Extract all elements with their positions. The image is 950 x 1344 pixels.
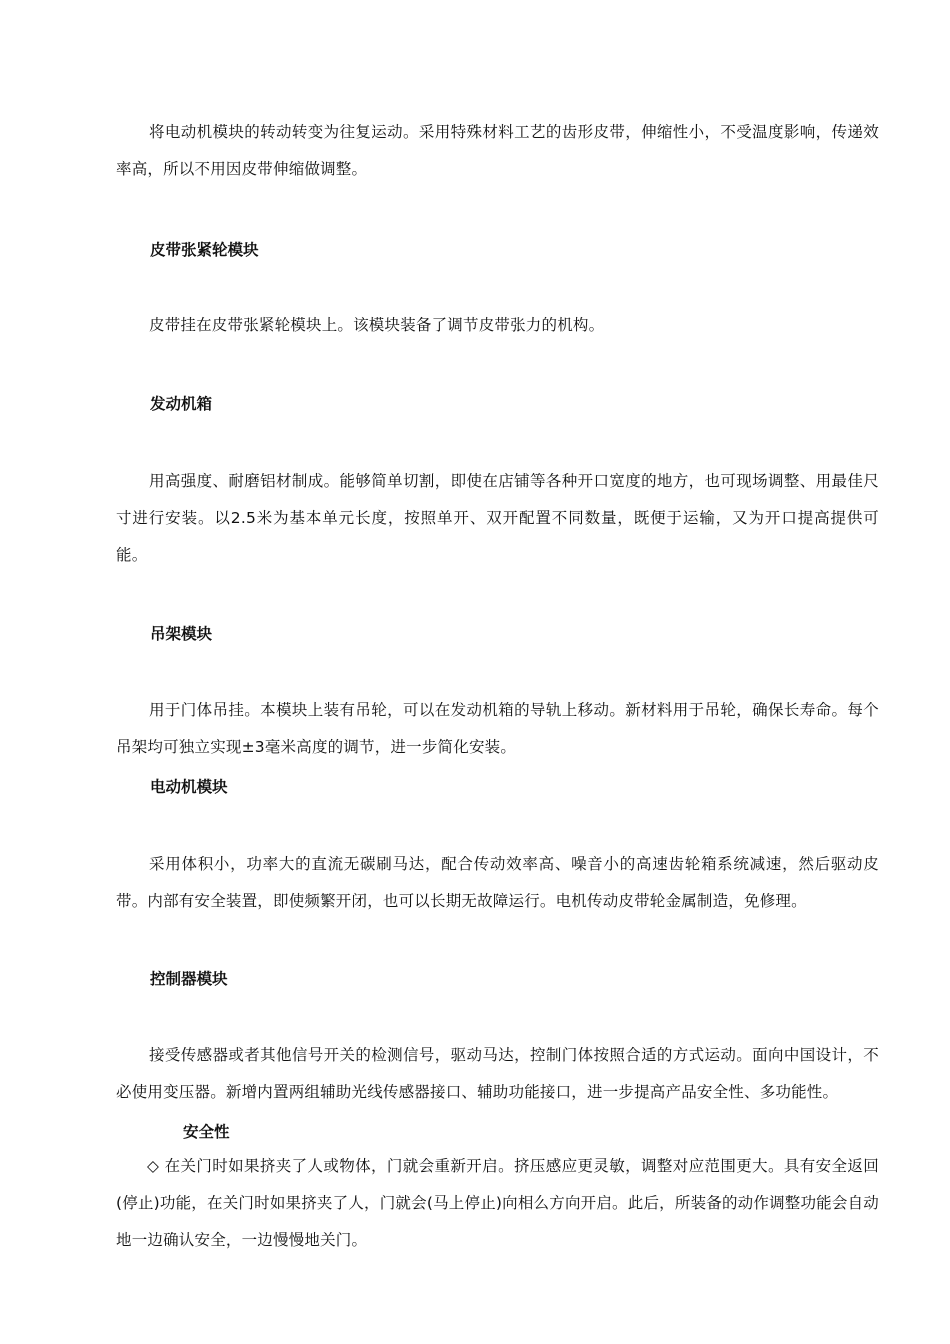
safety-description: ◇ 在关门时如果挤夹了人或物体，门就会重新开启。挤压感应更灵敏，调整对应范围更大。具有安全返回(停止)功能，在关门时如果挤夹了人，门就会(马上停止)向相么方向开启。此后，所装备的动作调整功能会自动地一边确认安全，一边慢慢地关门。 bbox=[116, 1157, 879, 1249]
hanger-description: 用于门体吊挂。本模块上装有吊轮，可以在发动机箱的导轨上移动。新材料用于吊轮，确保长寿命。每个吊架均可独立实现±3毫米高度的调节，进一步简化安装。 bbox=[116, 701, 879, 756]
heading-controller-module: 控制器模块 bbox=[150, 970, 228, 988]
heading-safety: 安全性 bbox=[183, 1123, 230, 1141]
heading-tensioner-module: 皮带张紧轮模块 bbox=[150, 241, 259, 259]
heading-hanger-module: 吊架模块 bbox=[150, 625, 213, 643]
controller-description: 接受传感器或者其他信号开关的检测信号，驱动马达，控制门体按照合适的方式运动。面向中国设计，不必使用变压器。新增内置两组辅助光线传感器接口、辅助功能接口，进一步提高产品安全性、多功能性。 bbox=[116, 1046, 879, 1101]
motor-description: 采用体积小，功率大的直流无碳刷马达，配合传动效率高、噪音小的高速齿轮箱系统减速，然后驱动皮带。内部有安全装置，即使频繁开闭，也可以长期无故障运行。电机传动皮带轮金属制造，免修理。 bbox=[116, 855, 879, 910]
heading-motor-module: 电动机模块 bbox=[150, 778, 228, 796]
tensioner-description: 皮带挂在皮带张紧轮模块上。该模块装备了调节皮带张力的机构。 bbox=[149, 316, 605, 334]
heading-engine-box: 发动机箱 bbox=[150, 395, 213, 413]
engine-box-description: 用高强度、耐磨铝材制成。能够简单切割，即使在店铺等各种开口宽度的地方，也可现场调整、用最佳尺寸进行安装。以2.5米为基本单元长度，按照单开、双开配置不同数量，既便于运输，又为开口提高提供可能。 bbox=[116, 472, 879, 564]
belt-description: 将电动机模块的转动转变为往复运动。采用特殊材料工艺的齿形皮带，伸缩性小，不受温度影响，传递效率高，所以不用因皮带伸缩做调整。 bbox=[116, 123, 879, 178]
